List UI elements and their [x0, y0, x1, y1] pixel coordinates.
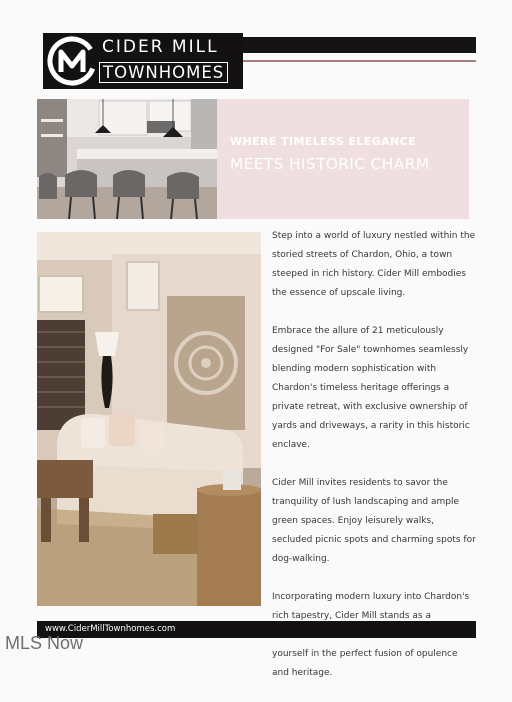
kitchen-photo	[37, 99, 217, 219]
paragraph-townhomes: Embrace the allure of 21 meticulously designed "For Sale" townhomes seamlessly blending modern sophistication with Chardon's timeless heritage offerings a private retreat, with exclusive ownership of yards and driveways, a rarity in this historic enclave.	[272, 326, 470, 450]
banner-line-1: WHERE TIMELESS ELEGANCE	[230, 135, 417, 148]
banner-line-2: MEETS HISTORIC CHARM	[230, 155, 430, 173]
banner-heading	[230, 135, 429, 173]
living-room-photo	[37, 232, 261, 606]
header-band	[239, 37, 476, 53]
website-link[interactable]: www.CiderMillTownhomes.com	[45, 624, 176, 634]
cm-monogram-icon	[47, 36, 97, 86]
logo-text-townhomes: TOWNHOMES	[99, 62, 228, 83]
logo-text-cider-mill: CIDER MILL	[102, 37, 219, 57]
paragraph-amenities: Cider Mill invites residents to savor the tranquility of lush landscaping and ample green spaces. Enjoy leisurely walks, secluded picnic spots and charming spots for dog-walking.	[272, 478, 476, 564]
paragraph-intro: Step into a world of luxury nestled within the storied streets of Chardon, Ohio, a town steeped in rich history. Cider Mill embodies the essence of upscale living.	[272, 231, 476, 298]
header-accent-line	[239, 60, 476, 62]
mls-watermark: MLS Now	[5, 633, 84, 653]
paragraph-closing: Incorporating modern luxury into Chardon's rich tapestry, Cider Mill stands as a yourself in the perfect fusion of opulence and heritage.	[272, 592, 470, 678]
